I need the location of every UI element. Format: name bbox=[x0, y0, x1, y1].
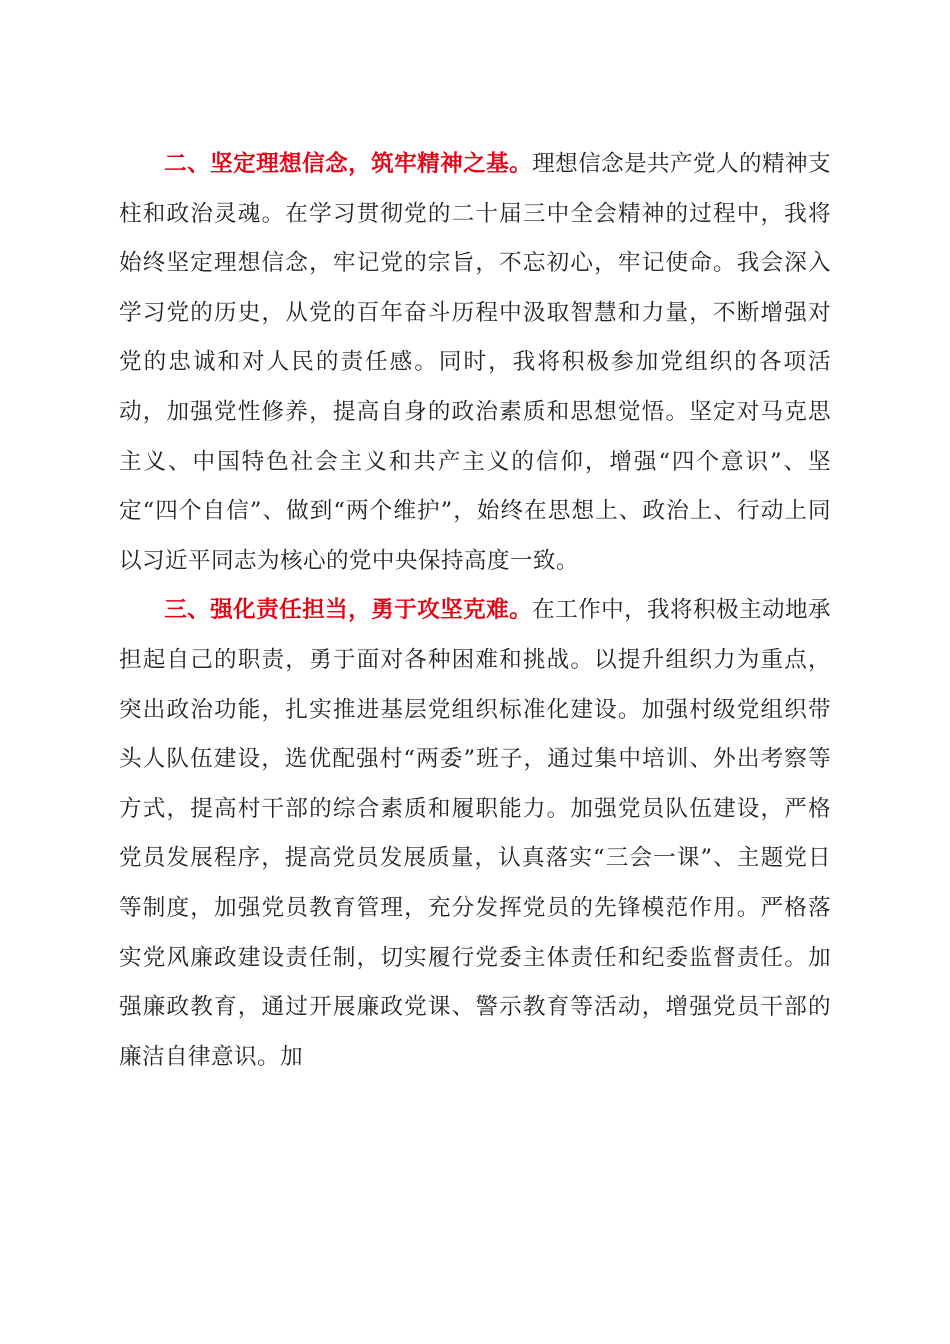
section-three-heading: 三、强化责任担当，勇于攻坚克难。 bbox=[164, 597, 533, 624]
paragraph-section-three bbox=[119, 586, 831, 1082]
document-body bbox=[119, 140, 831, 1082]
section-three-body: 在工作中，我将积极主动地承担起自己的职责，勇于面对各种困难和挑战。以提升组织力为重点，突出政治功能，扎实推进基层党组织标准化建设。加强村级党组织带头人队伍建设，选优配强村“两委”班子，通过集中培训、外出考察等方式，提高村干部的综合素质和履职能力。加强党员队伍建设，严格党员发展程序，提高党员发展质量，认真落实“三会一课”、主题党日等制度，加强党员教育管理，充分发挥党员的先锋模范作用。严格落实党风廉政建设责任制，切实履行党委主体责任和纪委监督责任。加强廉政教育，通过开展廉政党课、警示教育等活动，增强党员干部的廉洁自律意识。加 bbox=[119, 597, 832, 1070]
paragraph-section-two bbox=[119, 140, 831, 586]
section-two-body: 理想信念是共产党人的精神支柱和政治灵魂。在学习贯彻党的二十届三中全会精神的过程中，我将始终坚定理想信念，牢记党的宗旨，不忘初心，牢记使命。我会深入学习党的历史，从党的百年奋斗历程中汲取智慧和力量，不断增强对党的忠诚和对人民的责任感。同时，我将积极参加党组织的各项活动，加强党性修养，提高自身的政治素质和思想觉悟。坚定对马克思主义、中国特色社会主义和共产主义的信仰，增强“四个意识”、坚定“四个自信”、做到“两个维护”，始终在思想上、政治上、行动上同以习近平同志为核心的党中央保持高度一致。 bbox=[119, 151, 832, 574]
section-two-heading: 二、坚定理想信念，筑牢精神之基。 bbox=[164, 151, 533, 177]
